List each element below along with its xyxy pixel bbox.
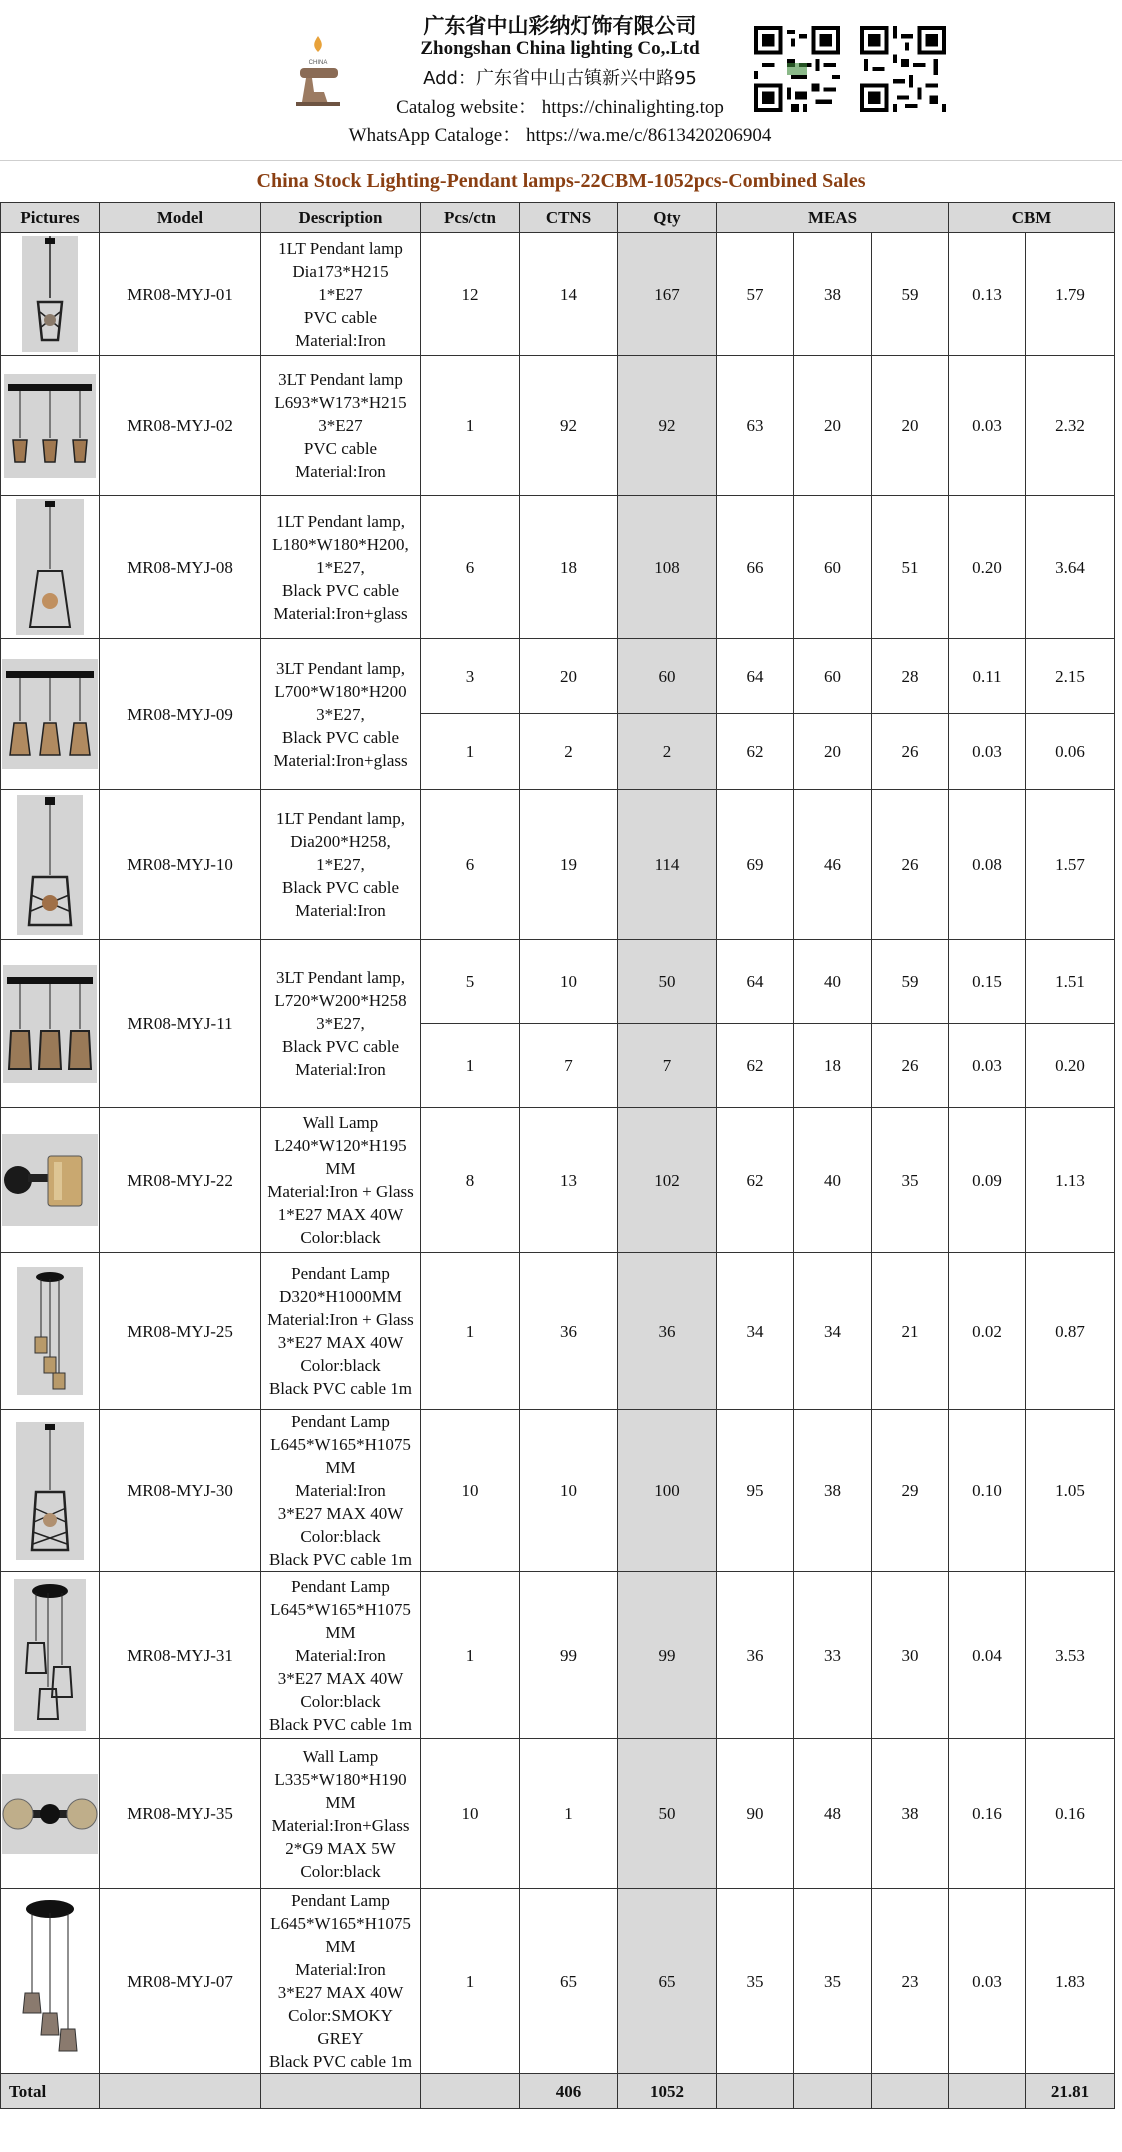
product-model: MR08-MYJ-02 (100, 356, 261, 496)
product-description: Pendant Lamp L645*W165*H1075 MM Material:Iron 3*E27 MAX 40W Color:black Black PVC cable 1m (261, 1572, 421, 1739)
ctns: 65 (520, 1889, 618, 2074)
meas-width: 40 (794, 1108, 872, 1253)
meas-width: 20 (794, 714, 872, 790)
cbm-unit: 0.09 (949, 1108, 1026, 1253)
whatsapp-catalog[interactable]: WhatsApp Cataloge： https://wa.me/c/8613420206904 (348, 125, 772, 146)
pendant-lamp-icon (2, 659, 98, 769)
column-header-cbm: CBM (949, 203, 1115, 233)
product-model: MR08-MYJ-11 (100, 940, 261, 1108)
qty: 65 (618, 1889, 717, 2074)
pcs-per-ctn: 5 (421, 940, 520, 1024)
table-row (1, 356, 1115, 496)
cbm-total: 1.83 (1026, 1889, 1115, 2074)
pendant-lamp-icon (4, 374, 96, 478)
ctns: 36 (520, 1253, 618, 1410)
cbm-total: 1.79 (1026, 233, 1115, 356)
product-description: 1LT Pendant lamp, Dia200*H258, 1*E27, Black PVC cable Material:Iron (261, 790, 421, 940)
cbm-unit: 0.16 (949, 1739, 1026, 1889)
product-picture (1, 1108, 100, 1253)
table-row (1, 496, 1115, 639)
pendant-lamp-icon (3, 965, 97, 1083)
meas-height: 26 (872, 1024, 949, 1108)
product-picture (1, 639, 100, 790)
qty: 60 (618, 639, 717, 714)
cbm-unit: 0.13 (949, 233, 1026, 356)
product-picture (1, 356, 100, 496)
pcs-per-ctn: 1 (421, 714, 520, 790)
meas-length: 57 (717, 233, 794, 356)
meas-length: 34 (717, 1253, 794, 1410)
product-picture (1, 940, 100, 1108)
ctns: 10 (520, 940, 618, 1024)
company-name-cn: 广东省中山彩纳灯饰有限公司 (423, 14, 697, 38)
product-picture (1, 233, 100, 356)
cbm-total: 1.57 (1026, 790, 1115, 940)
meas-height: 23 (872, 1889, 949, 2074)
qty: 2 (618, 714, 717, 790)
qty: 50 (618, 940, 717, 1024)
pendant-lamp-icon (17, 795, 83, 935)
total-qty: 1052 (618, 2074, 717, 2109)
product-description: Wall Lamp L240*W120*H195 MM Material:Iron + Glass 1*E27 MAX 40W Color:black (261, 1108, 421, 1253)
meas-width: 40 (794, 940, 872, 1024)
meas-height: 21 (872, 1253, 949, 1410)
total-label: Total (1, 2074, 100, 2109)
cbm-unit: 0.03 (949, 356, 1026, 496)
pendant-lamp-icon (10, 1895, 90, 2067)
column-header-pcs-per-ctn: Pcs/ctn (421, 203, 520, 233)
cbm-total: 1.13 (1026, 1108, 1115, 1253)
qr-code-icon (860, 26, 946, 112)
cbm-unit: 0.03 (949, 1024, 1026, 1108)
qty: 114 (618, 790, 717, 940)
cbm-total: 0.87 (1026, 1253, 1115, 1410)
table-row (1, 639, 1115, 714)
ctns: 1 (520, 1739, 618, 1889)
product-description: 3LT Pendant lamp L693*W173*H215 3*E27 PVC cable Material:Iron (261, 356, 421, 496)
meas-length: 64 (717, 639, 794, 714)
meas-width: 33 (794, 1572, 872, 1739)
column-header-model: Model (100, 203, 261, 233)
pcs-per-ctn: 3 (421, 639, 520, 714)
pcs-per-ctn: 1 (421, 1253, 520, 1410)
wall-lamp-icon (2, 1134, 98, 1226)
cbm-total: 2.32 (1026, 356, 1115, 496)
cbm-total: 0.20 (1026, 1024, 1115, 1108)
pcs-per-ctn: 1 (421, 1572, 520, 1739)
product-model: MR08-MYJ-30 (100, 1410, 261, 1572)
ctns: 7 (520, 1024, 618, 1108)
meas-length: 62 (717, 714, 794, 790)
meas-length: 90 (717, 1739, 794, 1889)
stock-table (0, 202, 1115, 2109)
ctns: 14 (520, 233, 618, 356)
meas-height: 26 (872, 714, 949, 790)
wall-lamp-icon (2, 1774, 98, 1854)
table-row (1, 1739, 1115, 1889)
cbm-unit: 0.15 (949, 940, 1026, 1024)
product-model: MR08-MYJ-09 (100, 639, 261, 790)
cbm-unit: 0.08 (949, 790, 1026, 940)
product-model: MR08-MYJ-07 (100, 1889, 261, 2074)
table-row (1, 233, 1115, 356)
pcs-per-ctn: 12 (421, 233, 520, 356)
meas-height: 38 (872, 1739, 949, 1889)
qty: 108 (618, 496, 717, 639)
company-name-en: Zhongshan China lighting Co,.Ltd (420, 38, 700, 59)
column-header-meas: MEAS (717, 203, 949, 233)
meas-width: 48 (794, 1739, 872, 1889)
total-cbm: 21.81 (1026, 2074, 1115, 2109)
table-header-row (1, 203, 1115, 233)
meas-height: 26 (872, 790, 949, 940)
pcs-per-ctn: 8 (421, 1108, 520, 1253)
table-row (1, 1253, 1115, 1410)
meas-length: 36 (717, 1572, 794, 1739)
pendant-lamp-icon (17, 1267, 83, 1395)
ctns: 2 (520, 714, 618, 790)
column-header-description: Description (261, 203, 421, 233)
meas-length: 62 (717, 1024, 794, 1108)
cbm-total: 0.16 (1026, 1739, 1115, 1889)
product-description: Pendant Lamp D320*H1000MM Material:Iron + Glass 3*E27 MAX 40W Color:black Black PVC cable 1m (261, 1253, 421, 1410)
ctns: 20 (520, 639, 618, 714)
meas-width: 20 (794, 356, 872, 496)
meas-length: 35 (717, 1889, 794, 2074)
meas-height: 59 (872, 940, 949, 1024)
product-model: MR08-MYJ-22 (100, 1108, 261, 1253)
qty: 36 (618, 1253, 717, 1410)
ctns: 13 (520, 1108, 618, 1253)
cbm-total: 2.15 (1026, 639, 1115, 714)
column-header-pictures: Pictures (1, 203, 100, 233)
meas-width: 34 (794, 1253, 872, 1410)
page-title: China Stock Lighting-Pendant lamps-22CBM-1052pcs-Combined Sales (256, 170, 866, 192)
pcs-per-ctn: 1 (421, 356, 520, 496)
catalog-website[interactable]: Catalog website： https://chinalighting.top (396, 97, 724, 118)
cbm-unit: 0.20 (949, 496, 1026, 639)
cbm-total: 1.05 (1026, 1410, 1115, 1572)
meas-width: 38 (794, 233, 872, 356)
meas-height: 35 (872, 1108, 949, 1253)
meas-height: 20 (872, 356, 949, 496)
qty: 167 (618, 233, 717, 356)
meas-length: 69 (717, 790, 794, 940)
company-address: Add：广东省中山古镇新兴中路95 (423, 68, 697, 89)
header-divider (0, 160, 1122, 161)
document-header (0, 0, 1122, 160)
product-picture (1, 1889, 100, 2074)
pcs-per-ctn: 1 (421, 1024, 520, 1108)
qty: 100 (618, 1410, 717, 1572)
cbm-unit: 0.03 (949, 714, 1026, 790)
ctns: 92 (520, 356, 618, 496)
product-model: MR08-MYJ-35 (100, 1739, 261, 1889)
meas-height: 28 (872, 639, 949, 714)
product-picture (1, 1253, 100, 1410)
pcs-per-ctn: 10 (421, 1739, 520, 1889)
meas-length: 63 (717, 356, 794, 496)
cbm-unit: 0.02 (949, 1253, 1026, 1410)
product-description: Pendant Lamp L645*W165*H1075 MM Material:Iron 3*E27 MAX 40W Color:black Black PVC cable 1m (261, 1410, 421, 1572)
product-model: MR08-MYJ-08 (100, 496, 261, 639)
product-picture (1, 1572, 100, 1739)
qr-code-icon (754, 26, 840, 112)
meas-width: 46 (794, 790, 872, 940)
product-model: MR08-MYJ-01 (100, 233, 261, 356)
qty: 50 (618, 1739, 717, 1889)
product-picture (1, 1410, 100, 1572)
product-description: Wall Lamp L335*W180*H190 MM Material:Iron+Glass 2*G9 MAX 5W Color:black (261, 1739, 421, 1889)
table-row (1, 940, 1115, 1024)
product-description: 1LT Pendant lamp Dia173*H215 1*E27 PVC cable Material:Iron (261, 233, 421, 356)
meas-height: 29 (872, 1410, 949, 1572)
product-model: MR08-MYJ-31 (100, 1572, 261, 1739)
product-description: 1LT Pendant lamp, L180*W180*H200, 1*E27, Black PVC cable Material:Iron+glass (261, 496, 421, 639)
cbm-total: 0.06 (1026, 714, 1115, 790)
meas-height: 51 (872, 496, 949, 639)
meas-length: 62 (717, 1108, 794, 1253)
meas-width: 35 (794, 1889, 872, 2074)
cbm-unit: 0.11 (949, 639, 1026, 714)
cbm-total: 3.64 (1026, 496, 1115, 639)
product-description: Pendant Lamp L645*W165*H1075 MM Material:Iron 3*E27 MAX 40W Color:SMOKY GREY Black PVC cable 1m (261, 1889, 421, 2074)
product-model: MR08-MYJ-25 (100, 1253, 261, 1410)
meas-length: 95 (717, 1410, 794, 1572)
cbm-unit: 0.03 (949, 1889, 1026, 2074)
qty: 102 (618, 1108, 717, 1253)
ctns: 19 (520, 790, 618, 940)
meas-length: 66 (717, 496, 794, 639)
ctns: 18 (520, 496, 618, 639)
meas-height: 59 (872, 233, 949, 356)
column-header-ctns: CTNS (520, 203, 618, 233)
qty: 7 (618, 1024, 717, 1108)
pcs-per-ctn: 1 (421, 1889, 520, 2074)
product-model: MR08-MYJ-10 (100, 790, 261, 940)
total-row (1, 2074, 1115, 2109)
meas-width: 60 (794, 639, 872, 714)
ctns: 10 (520, 1410, 618, 1572)
table-row (1, 1108, 1115, 1253)
pendant-lamp-icon (16, 499, 84, 635)
table-row (1, 1410, 1115, 1572)
table-row (1, 790, 1115, 940)
svg-text:CHINA: CHINA (308, 60, 328, 66)
pendant-lamp-icon (22, 236, 78, 352)
meas-width: 38 (794, 1410, 872, 1572)
table-row (1, 1889, 1115, 2074)
pcs-per-ctn: 6 (421, 790, 520, 940)
cbm-total: 1.51 (1026, 940, 1115, 1024)
pcs-per-ctn: 10 (421, 1410, 520, 1572)
product-description: 3LT Pendant lamp, L700*W180*H200 3*E27, Black PVC cable Material:Iron+glass (261, 639, 421, 790)
ctns: 99 (520, 1572, 618, 1739)
cbm-total: 3.53 (1026, 1572, 1115, 1739)
total-ctns: 406 (520, 2074, 618, 2109)
qty: 99 (618, 1572, 717, 1739)
meas-length: 64 (717, 940, 794, 1024)
column-header-qty: Qty (618, 203, 717, 233)
product-description: 3LT Pendant lamp, L720*W200*H258 3*E27, Black PVC cable Material:Iron (261, 940, 421, 1108)
pendant-lamp-icon (14, 1579, 86, 1731)
cbm-unit: 0.04 (949, 1572, 1026, 1739)
product-picture (1, 790, 100, 940)
table-row (1, 1572, 1115, 1739)
pendant-lamp-icon (16, 1422, 84, 1560)
qty: 92 (618, 356, 717, 496)
meas-width: 60 (794, 496, 872, 639)
meas-width: 18 (794, 1024, 872, 1108)
meas-height: 30 (872, 1572, 949, 1739)
product-picture (1, 496, 100, 639)
cbm-unit: 0.10 (949, 1410, 1026, 1572)
pcs-per-ctn: 6 (421, 496, 520, 639)
product-picture (1, 1739, 100, 1889)
